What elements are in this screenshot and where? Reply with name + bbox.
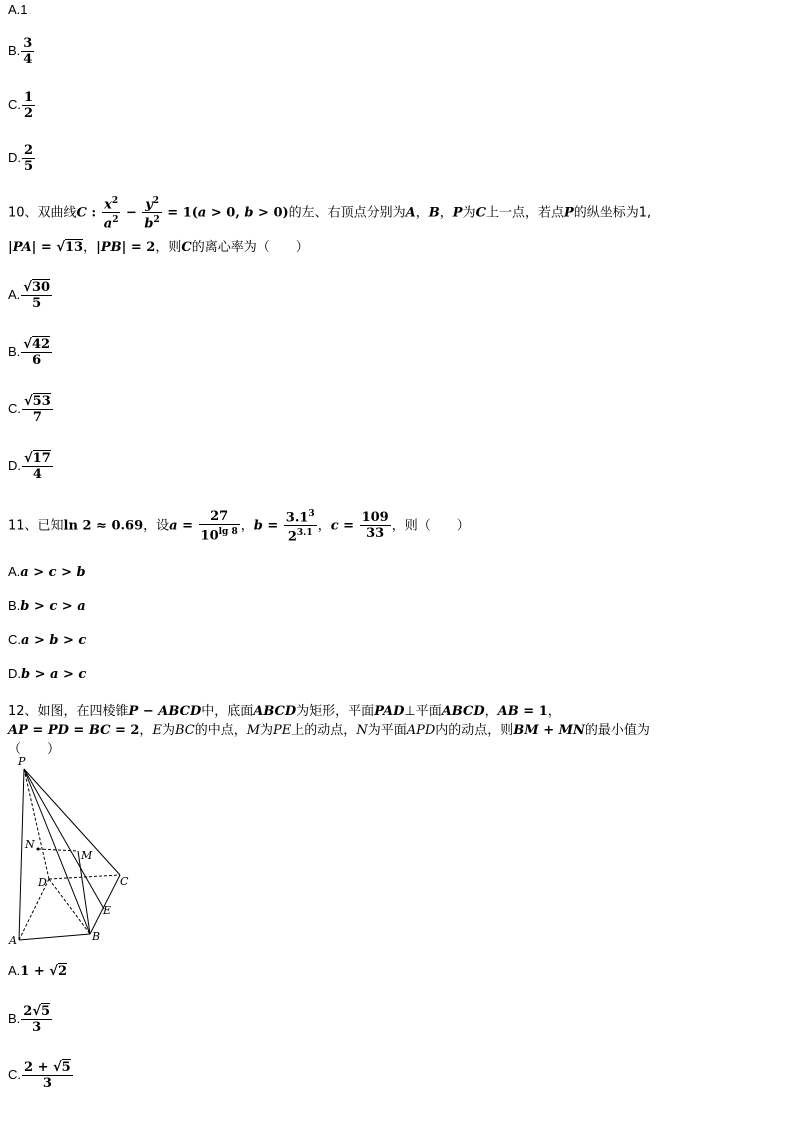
q11-option-c: C.a > b > c: [8, 632, 87, 648]
q10-option-b: B. $\frac{√42}{6}$: [8, 337, 51, 368]
q11-option-a: A.a > c > b: [8, 564, 86, 580]
q10-option-a: A. $\frac{√30}{5}$: [8, 280, 51, 311]
fraction: $\frac{3}{4}$: [23, 36, 33, 67]
option-label: C.: [8, 97, 21, 112]
label-E: E: [103, 904, 112, 917]
q11-option-d: D.b > a > c: [8, 666, 87, 682]
q9-option-d: [8, 143, 36, 174]
q12-stem-line1: 12、如图，在四棱锥P − ABCD中，底面ABCD为矩形，平面PAD⊥平面ABCD，AB = 1，: [8, 704, 561, 719]
q9-option-c: [8, 90, 36, 121]
fraction: $\frac{2}{5}$: [24, 143, 34, 174]
pyramid-figure: [5, 755, 145, 950]
option-label: B.: [8, 43, 21, 58]
q12-stem-line2: AP = PD = BC = 2，E为BC的中点，M为PE上的动点，N为平面APD内的动点，则BM + MN的最小值为: [8, 723, 650, 738]
q10-option-d: D. $\frac{√17}{4}$: [8, 451, 51, 482]
label-D: D: [38, 876, 47, 889]
q11-stem: 11、已知ln 2 ≈ 0.69，设a = $\frac{27}{10^{lg 8}}$ ，b = $\frac{3.1^3}{2^{3.1}}$ ，c = $\frac{109}{33}$ ，则（ ）: [8, 508, 470, 545]
fraction: $\frac{1}{2}$: [24, 90, 34, 121]
label-P: P: [18, 755, 26, 768]
q9-option-a: A.1: [8, 2, 28, 17]
q10-stem-line2: |PA| = √13，|PB| = 2，则C的离心率为（ ）: [8, 240, 309, 255]
label-C: C: [120, 875, 129, 888]
q10-option-c: C. $\frac{√53}{7}$: [8, 394, 51, 425]
label-B: B: [92, 930, 101, 943]
q12-option-a: A.1 + √2: [8, 963, 68, 979]
q12-option-b: B. $\frac{2√5}{3}$: [8, 1004, 51, 1035]
q9-option-b: [8, 36, 35, 67]
option-label: D.: [8, 150, 21, 165]
q12-option-c: C. $\frac{2 + √5}{3}$: [8, 1060, 71, 1091]
q10-stem-line1: 10、双曲线C : $\frac{x^2}{a^2}$ − $\frac{y^2}{b^2}$ = 1(a > 0, b > 0)的左、右顶点分别为A，B，P为C上一点，若点P的纵坐标为1,: [8, 196, 652, 232]
label-A: A: [9, 934, 17, 947]
q11-option-b: B.b > c > a: [8, 598, 86, 614]
label-M: M: [81, 849, 93, 862]
q12-stem-line3: （ ）: [8, 742, 61, 757]
label-N: N: [25, 838, 35, 851]
